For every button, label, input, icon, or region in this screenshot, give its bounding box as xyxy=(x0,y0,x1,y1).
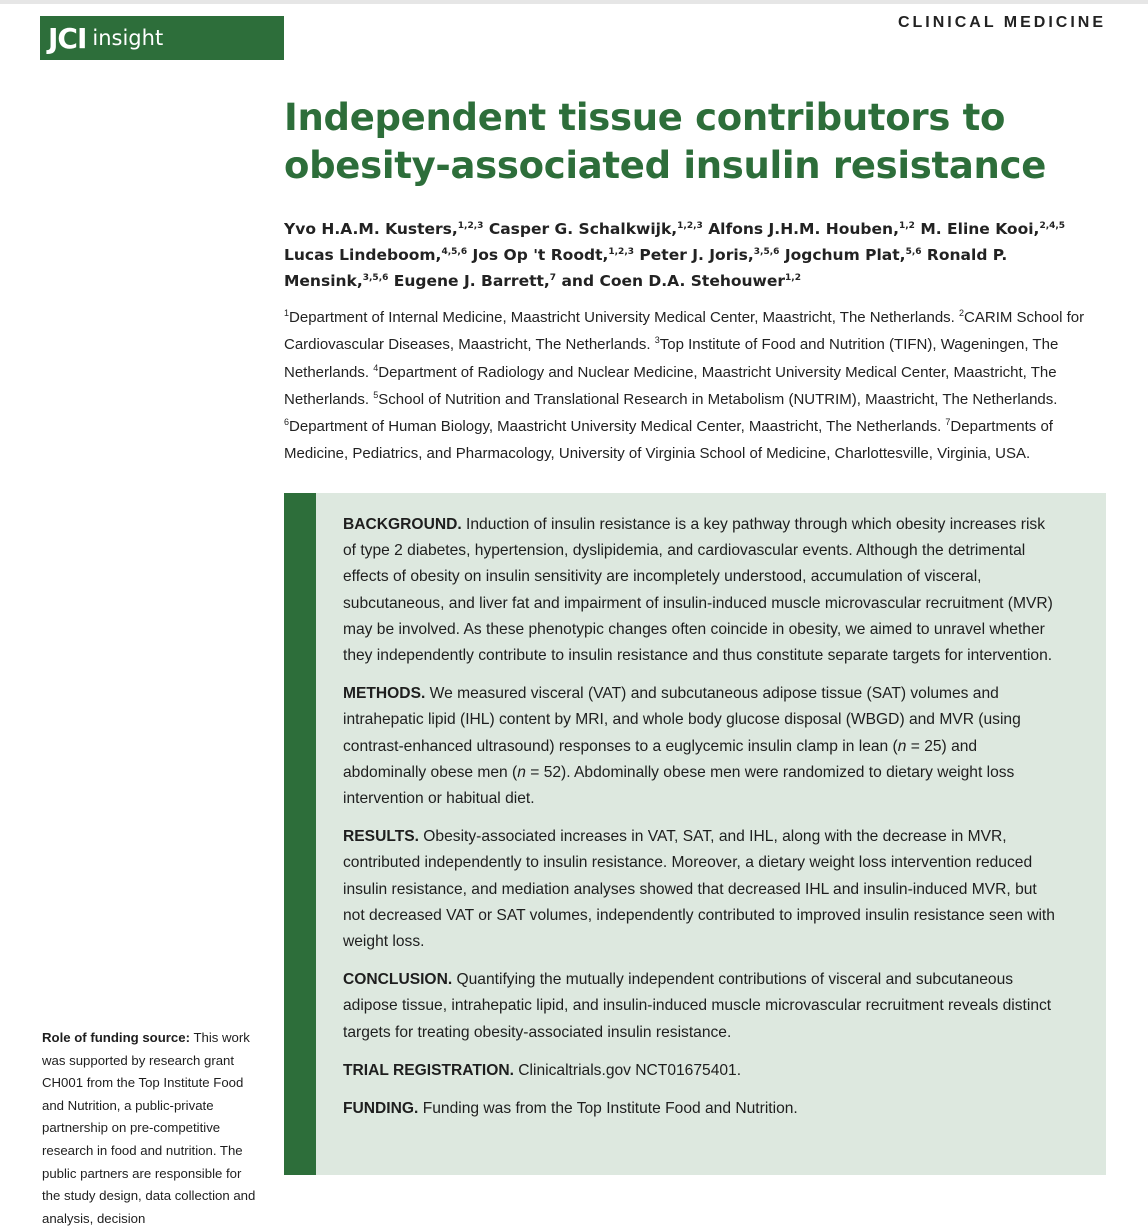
abstract-methods xyxy=(343,681,1055,812)
background-heading: BACKGROUND. xyxy=(343,516,462,533)
affiliation-text: Departments of Medicine, Pediatrics, and Pharmacology, University of Virginia School of Medicine, Charlottesville, Virginia, USA. xyxy=(284,418,1053,463)
author-list xyxy=(284,216,1114,294)
author-affiliation-ref: 5,6 xyxy=(905,246,922,257)
abstract-background xyxy=(343,512,1055,669)
trial-heading: TRIAL REGISTRATION. xyxy=(343,1061,514,1079)
n-symbol: n xyxy=(517,763,526,781)
author-affiliation-ref: 1,2 xyxy=(898,220,915,231)
abstract-accent-bar xyxy=(284,493,316,1175)
author-affiliation-ref: 1,2 xyxy=(785,272,801,283)
trial-text[interactable]: Clinicaltrials.gov NCT01675401. xyxy=(518,1061,742,1079)
author[interactable]: Jogchum Plat, xyxy=(784,246,906,264)
author[interactable]: Lucas Lindeboom, xyxy=(284,246,442,264)
logo-secondary: insight xyxy=(92,26,164,50)
abstract-box xyxy=(284,493,1106,1175)
author[interactable]: Peter J. Joris, xyxy=(639,246,754,264)
author[interactable]: and Coen D.A. Stehouwer xyxy=(561,272,786,290)
author[interactable]: Eugene J. Barrett, xyxy=(393,272,550,290)
affiliation-number: 6 xyxy=(284,417,290,428)
author[interactable]: Jos Op 't Roodt, xyxy=(472,246,609,264)
abstract-content xyxy=(343,512,1055,1134)
funding-text: Funding was from the Top Institute Food and Nutrition. xyxy=(422,1100,798,1118)
logo-primary: JCI xyxy=(48,21,87,55)
conclusion-text: Quantifying the mutually independent contributions of visceral and subcutaneous adipose tissue, intrahepatic lipid, and insulin-induced muscle microvascular recruitment reveals distinct targets for treating obesity-associated insulin resistance. xyxy=(343,971,1052,1041)
affiliation-text: Department of Radiology and Nuclear Medicine, Maastricht University Medical Center, Maastricht, The Netherlands. xyxy=(284,363,1057,408)
funding-heading: FUNDING. xyxy=(343,1100,419,1118)
abstract-conclusion xyxy=(343,967,1055,1046)
affiliations xyxy=(284,304,1114,468)
n-symbol: n xyxy=(897,737,907,755)
author[interactable]: Casper G. Schalkwijk, xyxy=(488,220,678,238)
results-heading: RESULTS. xyxy=(343,828,419,846)
author[interactable]: M. Eline Kooi, xyxy=(920,220,1040,238)
author[interactable]: Ronald P. Mensink, xyxy=(284,246,1008,290)
affiliation-number: 1 xyxy=(284,308,290,318)
author-affiliation-ref: 2,4,5 xyxy=(1039,220,1066,231)
affiliation-number: 2 xyxy=(959,308,965,318)
author-affiliation-ref: 1,2,3 xyxy=(677,220,703,231)
author[interactable]: Yvo H.A.M. Kusters, xyxy=(284,220,458,238)
affiliation-text: School of Nutrition and Translational Research in Metabolism (NUTRIM), Maastricht, The Netherlands. xyxy=(378,390,1058,408)
author-affiliation-ref: 3,5,6 xyxy=(753,246,780,257)
affiliation-text: Top Institute of Food and Nutrition (TIFN), Wageningen, The Netherlands. xyxy=(284,336,1059,381)
author-affiliation-ref: 1,2,3 xyxy=(457,220,484,231)
affiliation-number: 4 xyxy=(373,362,379,373)
methods-text: We measured visceral (VAT) and subcutaneous adipose tissue (SAT) volumes and intrahepatic lipid (IHL) content by MRI, and whole body glucose disposal (WBGD) and MVR (using contrast-enhanced ultrasound) responses to a euglycemic insulin clamp in lean ( xyxy=(343,685,1021,755)
abstract-results xyxy=(343,824,1055,955)
article-title: Independent tissue contributors to obesity-associated insulin resistance xyxy=(284,96,1046,187)
background-text: Induction of insulin resistance is a key pathway through which obesity increases risk of type 2 diabetes, hypertension, dyslipidemia, and cardiovascular events. Although the detrimental effects of obesity on insulin sensitivity are incompletely understood, accumulation of visceral, subcutaneous, and liver fat and impairment of insulin-induced muscle microvascular recruitment (MVR) may be involved. As these phenotypic changes often coincide in obesity, we aimed to unravel whether they independently contribute to insulin resistance and thus constitute separate targets for intervention. xyxy=(343,516,1053,665)
abstract-funding xyxy=(343,1096,1055,1122)
affiliation-number: 3 xyxy=(654,335,660,346)
top-rule xyxy=(0,0,1148,4)
author-affiliation-ref: 1,2,3 xyxy=(608,246,634,257)
methods-text: = 25) and abdominally obese men ( xyxy=(343,737,978,781)
affiliation-number: 7 xyxy=(945,417,951,428)
funding-source-text: This work was supported by research grant CH001 from the Top Institute Food and Nutrition, a public-private partnership on pre-competitive research in food and nutrition. The public partners are responsible for the study design, data collection and analysis, decision xyxy=(42,1030,256,1226)
affiliation-text: Department of Human Biology, Maastricht University Medical Center, Maastricht, The Netherlands. xyxy=(289,418,942,436)
author-affiliation-ref: 3,5,6 xyxy=(362,272,389,283)
funding-source-heading: Role of funding source: xyxy=(42,1030,190,1045)
section-label: CLINICAL MEDICINE xyxy=(897,14,1106,31)
results-text: Obesity-associated increases in VAT, SAT, and IHL, along with the decrease in MVR, contributed independently to insulin resistance. Moreover, a dietary weight loss intervention reduced insulin resistance, and mediation analyses showed that decreased IHL and insulin-induced MVR, but not decreased VAT or SAT volumes, independently contributed to improved insulin resistance seen with weight loss. xyxy=(343,828,1055,951)
abstract-trial-registration xyxy=(343,1058,1055,1084)
author[interactable]: Alfons J.H.M. Houben, xyxy=(708,220,899,238)
methods-text: = 52). Abdominally obese men were randomized to dietary weight loss intervention or habitual diet. xyxy=(343,763,1015,808)
journal-logo[interactable] xyxy=(40,16,284,60)
affiliation-text: Department of Internal Medicine, Maastricht University Medical Center, Maastricht, The Netherlands. xyxy=(289,309,955,326)
methods-heading: METHODS. xyxy=(343,685,426,703)
affiliation-number: 5 xyxy=(373,389,379,400)
conclusion-heading: CONCLUSION. xyxy=(343,971,453,989)
author-affiliation-ref: 4,5,6 xyxy=(441,246,468,257)
affiliation-text: CARIM School for Cardiovascular Diseases, Maastricht, The Netherlands. xyxy=(284,309,1085,354)
author-affiliation-ref: 7 xyxy=(549,272,557,283)
